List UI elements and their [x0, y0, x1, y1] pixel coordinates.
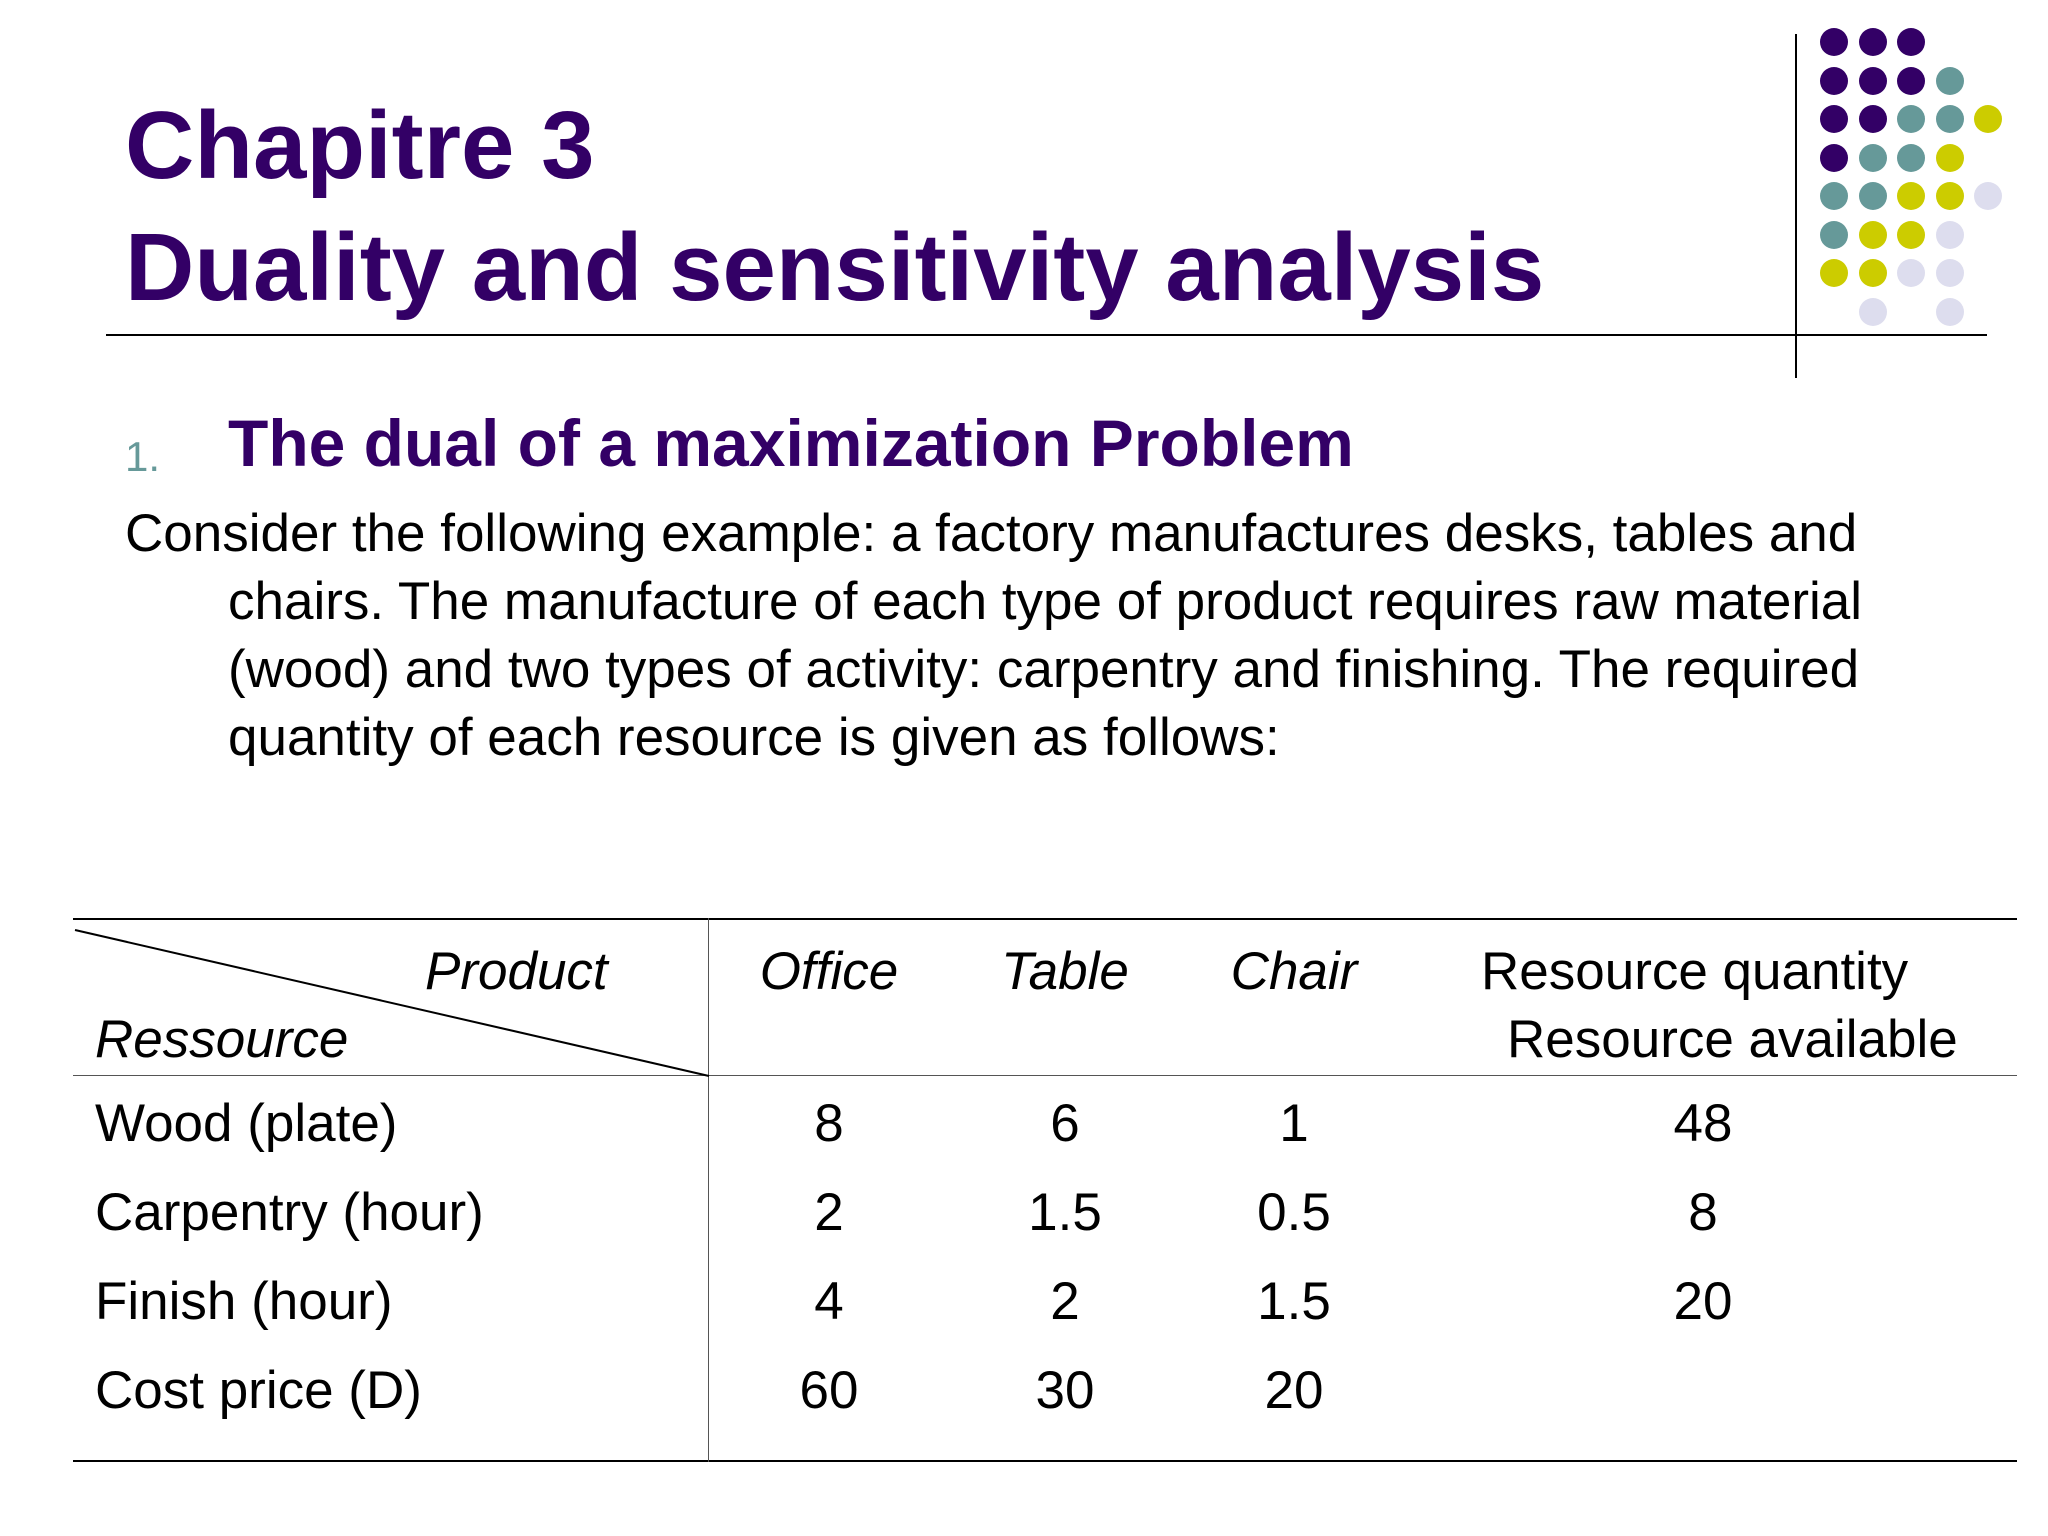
slide-title: [125, 85, 1725, 329]
heading-text: The dual of a maximization Problem: [228, 406, 1354, 480]
decorative-dot: [1859, 67, 1887, 95]
decorative-dot: [1859, 105, 1887, 133]
row-label-finish: Finish (hour): [95, 1272, 393, 1331]
cell-wood-chair: 1: [1279, 1094, 1309, 1153]
decorative-dot: [1820, 144, 1848, 172]
decorative-dot: [1859, 182, 1887, 210]
decorative-dot: [1897, 144, 1925, 172]
decorative-dot: [1897, 221, 1925, 249]
decorative-dot: [1936, 182, 1964, 210]
decorative-dot: [1936, 144, 1964, 172]
corner-product-label: Product: [425, 942, 608, 1001]
decorative-dot: [1820, 182, 1848, 210]
row-label-carpentry: Carpentry (hour): [95, 1183, 484, 1242]
title-vertical-divider: [1795, 34, 1797, 378]
decorative-dot: [1936, 67, 1964, 95]
decorative-dot: [1974, 105, 2002, 133]
cell-wood-table: 6: [1050, 1094, 1080, 1153]
cell-cost-chair: 20: [1264, 1361, 1324, 1420]
cell-cost-table: 30: [1035, 1361, 1095, 1420]
row-label-wood: Wood (plate): [95, 1094, 398, 1153]
decorative-dot: [1859, 28, 1887, 56]
table-bottom-rule: [73, 1460, 2017, 1462]
decorative-dot: [1936, 221, 1964, 249]
decorative-dot: [1897, 28, 1925, 56]
intro-paragraph: Consider the following example: a factory manufactures desks, tables and chairs. The manufacture of each type of product requires raw material (wood) and two types of activity: carpentry and finishing. The required quantity of each resource is given as follows:: [125, 504, 1862, 767]
decorative-dot: [1820, 259, 1848, 287]
section-heading: [125, 405, 1925, 485]
decorative-dot: [1859, 298, 1887, 326]
decorative-dot-grid: [1820, 28, 2040, 348]
decorative-dot: [1820, 105, 1848, 133]
decorative-dot: [1859, 221, 1887, 249]
decorative-dot: [1897, 182, 1925, 210]
cell-finish-chair: 1.5: [1257, 1272, 1331, 1331]
cell-wood-office: 8: [814, 1094, 844, 1153]
header-table: Table: [1001, 942, 1129, 1001]
cell-finish-available: 20: [1673, 1272, 1733, 1331]
cell-finish-table: 2: [1050, 1272, 1080, 1331]
title-underline: [106, 334, 1987, 336]
corner-resource-label: Ressource: [95, 1010, 349, 1069]
header-chair: Chair: [1230, 942, 1358, 1001]
cell-carpentry-table: 1.5: [1028, 1183, 1102, 1242]
header-resource-quantity: Resource quantity: [1481, 942, 1909, 1001]
decorative-dot: [1820, 28, 1848, 56]
decorative-dot: [1936, 105, 1964, 133]
decorative-dot: [1974, 182, 2002, 210]
decorative-dot: [1820, 67, 1848, 95]
decorative-dot: [1897, 67, 1925, 95]
decorative-dot: [1859, 144, 1887, 172]
header-office: Office: [759, 942, 899, 1001]
decorative-dot: [1897, 105, 1925, 133]
decorative-dot: [1859, 259, 1887, 287]
decorative-dot: [1820, 221, 1848, 249]
cell-cost-office: 60: [799, 1361, 859, 1420]
cell-carpentry-available: 8: [1688, 1183, 1718, 1242]
resource-table: [73, 918, 2017, 1462]
decorative-dot: [1936, 259, 1964, 287]
cell-finish-office: 4: [814, 1272, 844, 1331]
title-line-2: Duality and sensitivity analysis: [125, 214, 1545, 321]
decorative-dot: [1897, 259, 1925, 287]
row-label-cost-price: Cost price (D): [95, 1361, 422, 1420]
cell-wood-available: 48: [1673, 1094, 1733, 1153]
title-line-1: Chapitre 3: [125, 92, 595, 199]
cell-carpentry-chair: 0.5: [1257, 1183, 1331, 1242]
cell-carpentry-office: 2: [814, 1183, 844, 1242]
heading-number: 1.: [125, 433, 161, 480]
header-resource-available: Resource available: [1507, 1010, 1958, 1069]
decorative-dot: [1936, 298, 1964, 326]
